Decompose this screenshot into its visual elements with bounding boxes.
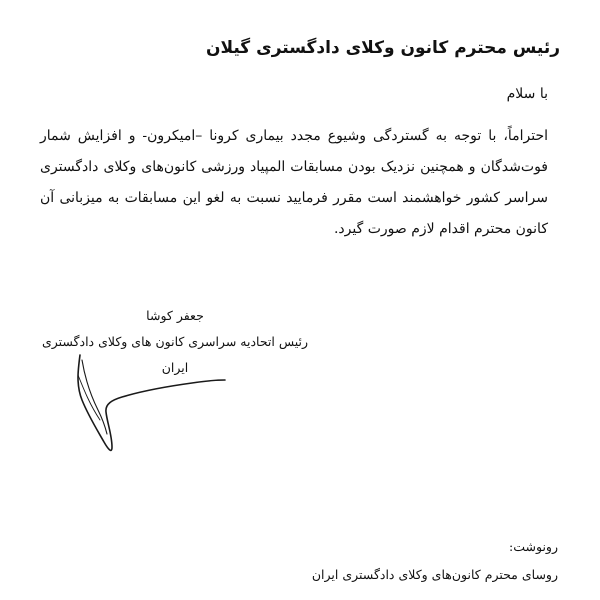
signatory-name: جعفر کوشا — [146, 308, 204, 323]
signatory-country: ایران — [161, 360, 189, 375]
cc-recipient: روسای محترم کانون‌های وکلای دادگستری ایران — [311, 567, 558, 582]
signatory-position: رئیس اتحادیه سراسری کانون های وکلای دادگستری — [41, 334, 309, 349]
greeting: با سلام — [506, 86, 548, 102]
letter-body: احتراماً، با توجه به گستردگی وشیوع مجدد بیماری کرونا –امیکرون- و افزایش شمار فوت‌شدگان و همچنین نزدیک بودن مسابقات المپیاد ورزشی کانون‌های وکلای دادگستری سراسر کشور خواهشمند است مقرر فرمایید نسبت به لغو این مسابقات به میزبانی آن کانون محترم اقدام لازم صورت گیرد. — [40, 128, 548, 237]
letter-title: رئیس محترم کانون وکلای دادگستری گیلان — [205, 38, 560, 58]
cc-label: رونوشت: — [509, 539, 558, 554]
handwritten-signature — [60, 350, 230, 460]
